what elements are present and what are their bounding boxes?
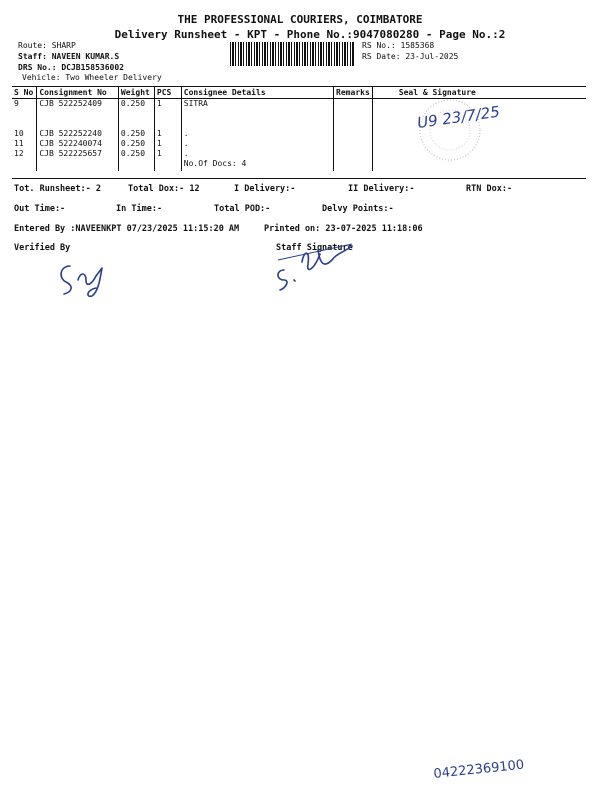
col-remarks: Remarks (334, 87, 373, 99)
route-label: Route: SHARP (18, 41, 76, 50)
cell-consignment-no: CJB 522252409 (37, 99, 119, 129)
cell-consignment-no: CJB 522225657 (37, 149, 119, 159)
staff-signature-label: Staff Signature (276, 243, 353, 253)
cell-remarks (334, 99, 373, 129)
table-header-row (12, 87, 586, 99)
tot-runsheet: Tot. Runsheet:- 2 (14, 184, 101, 194)
verified-by-label: Verified By (14, 243, 71, 253)
barcode (230, 42, 354, 66)
cell-weight: 0.250 (118, 129, 154, 139)
in-time: In Time:- (116, 204, 163, 214)
total-pod: Total POD:- (214, 204, 271, 214)
cell-weight: 0.250 (118, 99, 154, 129)
cell-consignee: SITRA (181, 99, 333, 129)
delvy-points: Delvy Points:- (322, 204, 394, 214)
verified-signature (56, 258, 136, 298)
i-delivery: I Delivery:- (234, 184, 296, 194)
cell-sno: 9 (12, 99, 37, 129)
cell-pcs: 1 (154, 149, 181, 159)
cell-sno: 12 (12, 149, 37, 159)
cell-consignee: . (181, 139, 333, 149)
cell-consignee: . (181, 149, 333, 159)
staff-signature (272, 240, 362, 295)
rtn-dox: RTN Dox:- (466, 184, 513, 194)
rs-number: RS No.: 1585368 (362, 41, 435, 50)
cell-weight: 0.250 (118, 149, 154, 159)
cell-pcs: 1 (154, 99, 181, 129)
company-title: THE PROFESSIONAL COURIERS, COIMBATORE (177, 13, 423, 26)
drs-number: DRS No.: DCJB158536002 (18, 63, 124, 72)
cell-remarks (334, 149, 373, 159)
rs-date: RS Date: 23-Jul-2025 (362, 52, 459, 61)
cell-remarks (334, 129, 373, 139)
printed-on: Printed on: 23-07-2025 11:18:06 (264, 224, 423, 234)
col-consignment-no: Consignment No (37, 87, 119, 99)
runsheet-subtitle: Delivery Runsheet - KPT - Phone No.:9047080280 - Page No.:2 (114, 28, 506, 41)
col-weight: Weight (118, 87, 154, 99)
cell-sno: 10 (12, 129, 37, 139)
vehicle-label: Vehicle: Two Wheeler Delivery (22, 73, 162, 82)
staff-label: Staff: NAVEEN KUMAR.S (18, 52, 120, 61)
cell-consignment-no: CJB 522240074 (37, 139, 119, 149)
cell-sno: 11 (12, 139, 37, 149)
entered-by: Entered By :NAVEENKPT 07/23/2025 11:15:20 AM (14, 224, 240, 234)
col-pcs: PCS (154, 87, 181, 99)
cell-pcs: 1 (154, 139, 181, 149)
cell-pcs: 1 (154, 129, 181, 139)
bottom-number-text: 04222369100 (432, 757, 525, 782)
col-seal-signature: Seal & Signature (372, 87, 586, 99)
cell-consignment-no: CJB 522252240 (37, 129, 119, 139)
seal-stamp (388, 100, 528, 170)
col-sno: S No (12, 87, 37, 99)
col-consignee-details: Consignee Details (181, 87, 333, 99)
seal-handwriting: U9 23/7/25 (416, 102, 501, 132)
bottom-handwritten-number (430, 756, 550, 786)
cell-remarks (334, 139, 373, 149)
total-dox: Total Dox:- 12 (128, 184, 200, 194)
docs-count: No.Of Docs: 4 (181, 159, 333, 171)
cell-consignee: . (181, 129, 333, 139)
table-bottom-rule (12, 178, 586, 179)
ii-delivery: II Delivery:- (348, 184, 415, 194)
cell-weight: 0.250 (118, 139, 154, 149)
out-time: Out Time:- (14, 204, 66, 214)
